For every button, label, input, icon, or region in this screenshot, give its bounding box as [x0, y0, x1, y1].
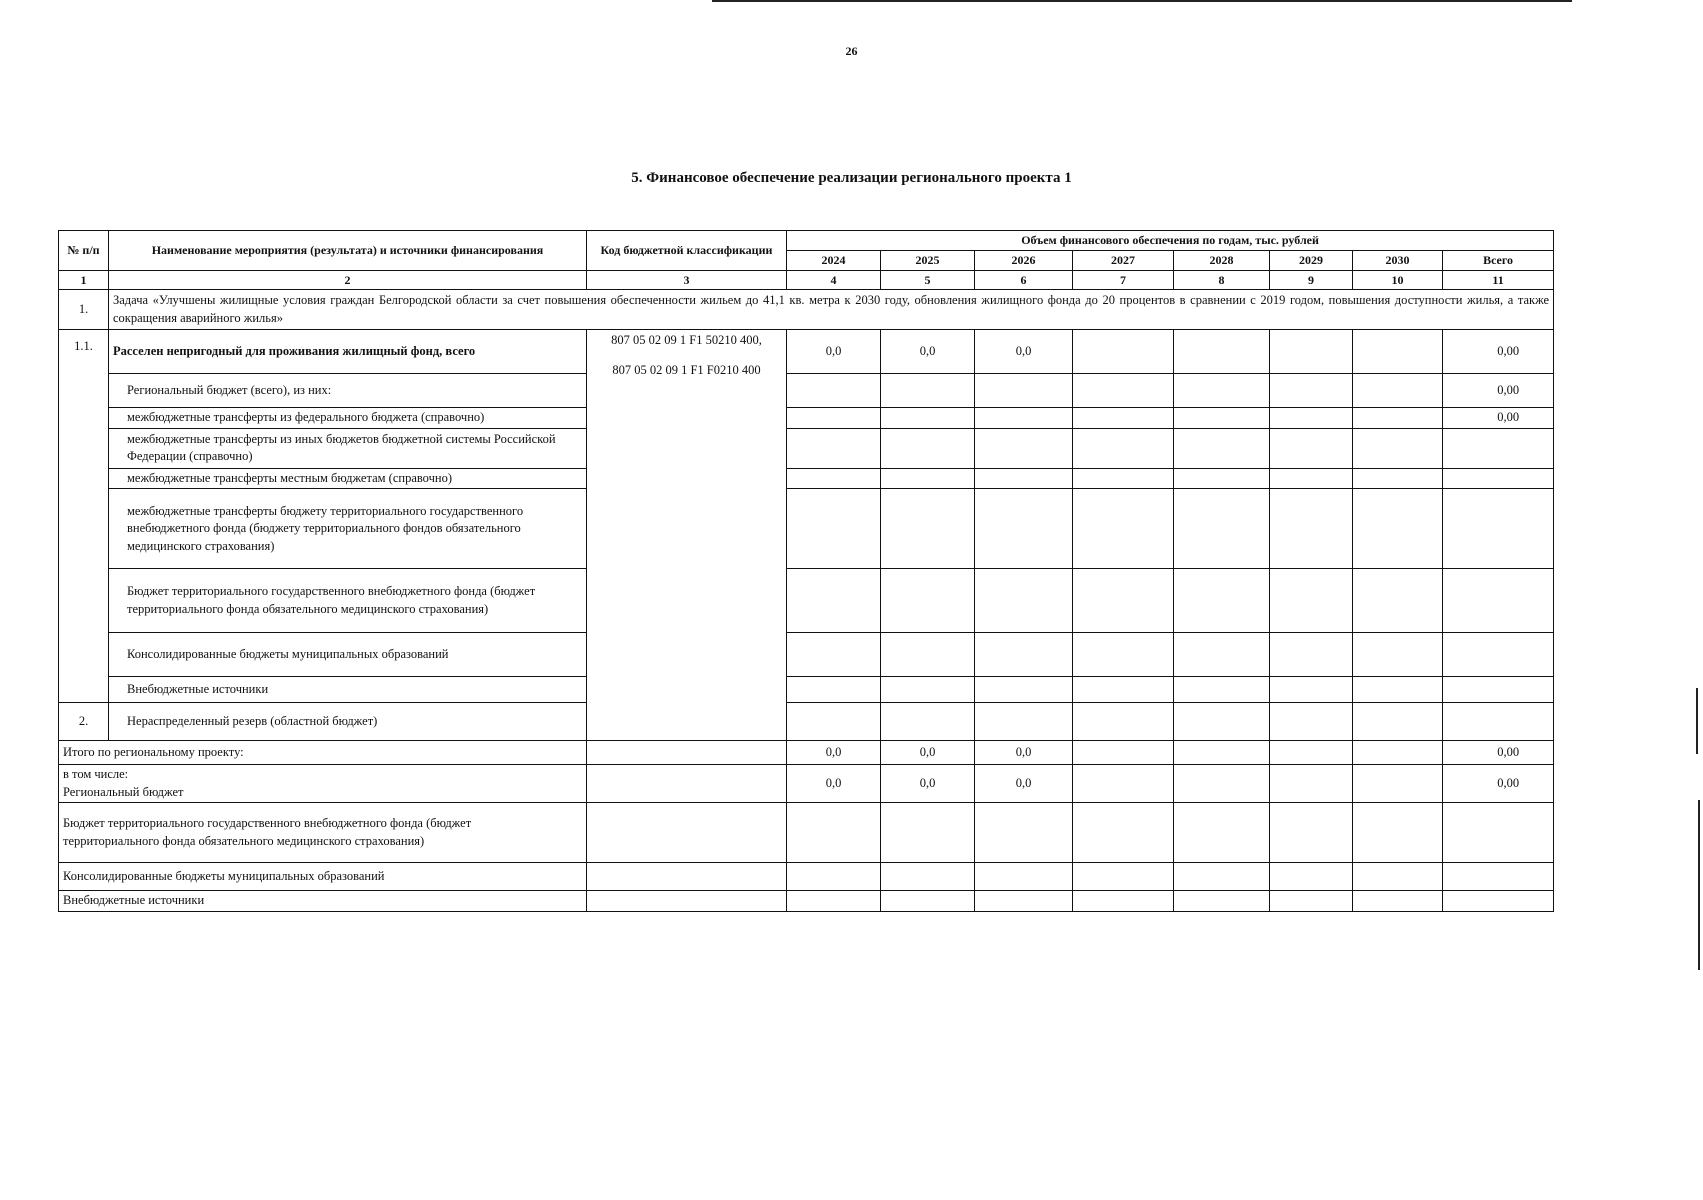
value-cell [1353, 633, 1443, 677]
value-cell [1270, 569, 1353, 633]
value-cell [787, 374, 881, 408]
value-cell [787, 703, 881, 741]
total-cell: 0,00 [1443, 330, 1554, 374]
total-cell: 0,00 [1443, 765, 1554, 803]
value-cell [1353, 741, 1443, 765]
value-cell [1353, 374, 1443, 408]
value-cell [1270, 741, 1353, 765]
value-cell [1073, 633, 1174, 677]
value-cell [787, 428, 881, 468]
sub-row [59, 408, 1554, 429]
task-number: 1. [59, 290, 109, 330]
total-cell [1443, 569, 1554, 633]
col-number: 6 [975, 270, 1073, 290]
value-cell [881, 677, 975, 703]
financing-table [58, 230, 1554, 912]
sub-row-name: межбюджетные трансферты из иных бюджетов бюджетной системы Российской Федерации (справочно) [109, 428, 587, 468]
value-cell [1353, 677, 1443, 703]
budget-code-cell [587, 330, 787, 741]
total-row-name [59, 803, 587, 863]
value-cell [1174, 330, 1270, 374]
budget-code-2: 807 05 02 09 1 F1 F0210 400 [612, 362, 761, 377]
value-cell [1073, 489, 1174, 569]
total-cell [1443, 677, 1554, 703]
value-cell [975, 468, 1073, 489]
header-no: № п/п [59, 231, 109, 271]
value-cell [1353, 428, 1443, 468]
value-cell [1073, 468, 1174, 489]
sub-row [59, 633, 1554, 677]
value-cell [1353, 330, 1443, 374]
value-cell [1353, 703, 1443, 741]
header-total: Всего [1443, 250, 1554, 270]
scan-edge-mark [1696, 688, 1698, 754]
total-cell: 0,00 [1443, 408, 1554, 429]
col-number: 1 [59, 270, 109, 290]
header-year: 2027 [1073, 250, 1174, 270]
reserve-row [59, 703, 1554, 741]
total-row [59, 891, 1554, 912]
value-cell [975, 703, 1073, 741]
value-cell [1270, 803, 1353, 863]
total-cell [1443, 633, 1554, 677]
in-that-number-label: в том числе: [63, 767, 129, 782]
code-cell [587, 765, 787, 803]
col-number: 2 [109, 270, 587, 290]
value-cell [787, 677, 881, 703]
value-cell [881, 891, 975, 912]
value-cell [1174, 741, 1270, 765]
col-number: 7 [1073, 270, 1174, 290]
value-cell [975, 863, 1073, 891]
total-cell: 0,00 [1443, 374, 1554, 408]
value-cell [975, 891, 1073, 912]
sub-row [59, 489, 1554, 569]
header-year: 2030 [1353, 250, 1443, 270]
value-cell [881, 863, 975, 891]
col-number: 4 [787, 270, 881, 290]
value-cell [1073, 428, 1174, 468]
value-cell [1073, 765, 1174, 803]
value-cell [1270, 633, 1353, 677]
col-number: 3 [587, 270, 787, 290]
value-cell [1174, 569, 1270, 633]
value-cell [1353, 468, 1443, 489]
column-numbers-row [59, 270, 1554, 290]
value-cell [787, 891, 881, 912]
total-row-name: Внебюджетные источники [59, 891, 587, 912]
value-cell: 0,0 [881, 741, 975, 765]
sub-row-name: межбюджетные трансферты бюджету территориального государственного внебюджетного фонда (бюджету территориального фондов обязательного медицинского страхования) [109, 489, 587, 569]
total-row-name: Консолидированные бюджеты муниципальных образований [59, 863, 587, 891]
scan-edge-mark [1698, 800, 1700, 970]
value-cell [1353, 765, 1443, 803]
value-cell [787, 489, 881, 569]
value-cell [787, 569, 881, 633]
value-cell [1073, 374, 1174, 408]
total-row [59, 741, 1554, 765]
code-cell [587, 891, 787, 912]
sub-row-name: Консолидированные бюджеты муниципальных образований [109, 633, 587, 677]
value-cell [1073, 741, 1174, 765]
sub-row [59, 569, 1554, 633]
value-cell [881, 633, 975, 677]
value-cell [1270, 468, 1353, 489]
sub-row-name: Бюджет территориального государственного внебюджетного фонда (бюджет территориального фонда обязательного медицинского страхования) [109, 569, 587, 633]
value-cell [1270, 408, 1353, 429]
value-cell [975, 428, 1073, 468]
value-cell [881, 703, 975, 741]
value-cell [975, 633, 1073, 677]
task-row [59, 290, 1554, 330]
value-cell [881, 428, 975, 468]
value-cell [1174, 765, 1270, 803]
value-cell [1174, 803, 1270, 863]
value-cell [1270, 863, 1353, 891]
col-number: 11 [1443, 270, 1554, 290]
total-cell [1443, 489, 1554, 569]
value-cell [881, 569, 975, 633]
value-cell [1073, 891, 1174, 912]
value-cell [1174, 677, 1270, 703]
reserve-name: Нераспределенный резерв (областной бюджет) [109, 703, 587, 741]
value-cell [975, 408, 1073, 429]
value-cell [1174, 428, 1270, 468]
value-cell [1174, 408, 1270, 429]
value-cell [1174, 374, 1270, 408]
value-cell: 0,0 [787, 741, 881, 765]
header-year: 2026 [975, 250, 1073, 270]
value-cell [1270, 891, 1353, 912]
value-cell [1270, 330, 1353, 374]
value-cell [1270, 677, 1353, 703]
total-row-name: Итого по региональному проекту: [59, 741, 587, 765]
total-row-text: Бюджет территориального государственного внебюджетного фонда (бюджет территориального фонда обязательного медицинского страхования) [63, 816, 472, 848]
value-cell [1270, 489, 1353, 569]
top-edge-line [712, 0, 1572, 2]
value-cell [1073, 703, 1174, 741]
value-cell [975, 374, 1073, 408]
value-cell [1353, 489, 1443, 569]
value-cell [1174, 703, 1270, 741]
col-number: 9 [1270, 270, 1353, 290]
value-cell [1174, 468, 1270, 489]
value-cell [1174, 891, 1270, 912]
value-cell [1353, 803, 1443, 863]
col-number: 5 [881, 270, 975, 290]
value-cell: 0,0 [975, 765, 1073, 803]
value-cell: 0,0 [787, 765, 881, 803]
sub-row-name: Внебюджетные источники [109, 677, 587, 703]
value-cell [787, 803, 881, 863]
value-cell [787, 863, 881, 891]
sub-row [59, 428, 1554, 468]
total-cell [1443, 428, 1554, 468]
total-cell [1443, 863, 1554, 891]
sub-row [59, 468, 1554, 489]
value-cell [1353, 891, 1443, 912]
sub-row-name: межбюджетные трансферты из федерального бюджета (справочно) [109, 408, 587, 429]
value-cell [1270, 428, 1353, 468]
col-number: 10 [1353, 270, 1443, 290]
sub-row-name: Региональный бюджет (всего), из них: [109, 374, 587, 408]
value-cell: 0,0 [881, 765, 975, 803]
value-cell [881, 489, 975, 569]
value-cell [1270, 765, 1353, 803]
value-cell [787, 633, 881, 677]
value-cell: 0,0 [975, 741, 1073, 765]
value-cell [1073, 569, 1174, 633]
code-cell [587, 803, 787, 863]
section-title: 5. Финансовое обеспечение реализации регионального проекта 1 [631, 170, 1072, 186]
task-text: Задача «Улучшены жилищные условия граждан Белгородской области за счет повышения обеспеченности жильем до 41,1 кв. метра к 2030 году, обновления жилищного фонда до 20 процентов в сравнении с 2019 годом, повышения доступности жилья, а также сокращения аварийного жилья» [109, 290, 1554, 330]
header-year: 2029 [1270, 250, 1353, 270]
value-cell [975, 489, 1073, 569]
header-row-1 [59, 231, 1554, 251]
value-cell [975, 677, 1073, 703]
value-cell [1174, 633, 1270, 677]
col-number: 8 [1174, 270, 1270, 290]
value-cell [1073, 803, 1174, 863]
value-cell [1073, 408, 1174, 429]
sub-row-name: межбюджетные трансферты местным бюджетам (справочно) [109, 468, 587, 489]
header-year: 2024 [787, 250, 881, 270]
total-row [59, 803, 1554, 863]
value-cell [1073, 677, 1174, 703]
total-row-name [59, 765, 587, 803]
measure-name: Расселен непригодный для проживания жилищный фонд, всего [109, 330, 587, 374]
header-year: 2025 [881, 250, 975, 270]
value-cell [787, 468, 881, 489]
value-cell [1270, 703, 1353, 741]
value-cell [1073, 330, 1174, 374]
value-cell [1270, 374, 1353, 408]
value-cell [1353, 569, 1443, 633]
reserve-number: 2. [59, 703, 109, 741]
value-cell [975, 569, 1073, 633]
code-cell [587, 863, 787, 891]
measure-number: 1.1. [59, 330, 109, 703]
value-cell [1174, 489, 1270, 569]
sub-row [59, 677, 1554, 703]
budget-code-1: 807 05 02 09 1 F1 50210 400, [611, 333, 762, 348]
total-cell: 0,00 [1443, 741, 1554, 765]
header-volume: Объем финансового обеспечения по годам, тыс. рублей [787, 231, 1554, 251]
value-cell [1353, 408, 1443, 429]
code-cell [587, 741, 787, 765]
regional-budget-label: Региональный бюджет [63, 784, 184, 799]
total-row [59, 765, 1554, 803]
value-cell: 0,0 [787, 330, 881, 374]
sub-row [59, 374, 1554, 408]
value-cell [881, 374, 975, 408]
value-cell [1073, 863, 1174, 891]
total-cell [1443, 468, 1554, 489]
value-cell: 0,0 [881, 330, 975, 374]
value-cell [975, 803, 1073, 863]
value-cell [787, 408, 881, 429]
value-cell [881, 468, 975, 489]
value-cell [1353, 863, 1443, 891]
total-cell [1443, 891, 1554, 912]
page-number: 26 [845, 44, 858, 58]
header-name: Наименование мероприятия (результата) и источники финансирования [109, 231, 587, 271]
header-year: 2028 [1174, 250, 1270, 270]
value-cell [881, 803, 975, 863]
value-cell: 0,0 [975, 330, 1073, 374]
total-cell [1443, 703, 1554, 741]
value-cell [1174, 863, 1270, 891]
total-row [59, 863, 1554, 891]
total-cell [1443, 803, 1554, 863]
header-code: Код бюджетной классификации [587, 231, 787, 271]
measure-row [59, 330, 1554, 374]
value-cell [881, 408, 975, 429]
